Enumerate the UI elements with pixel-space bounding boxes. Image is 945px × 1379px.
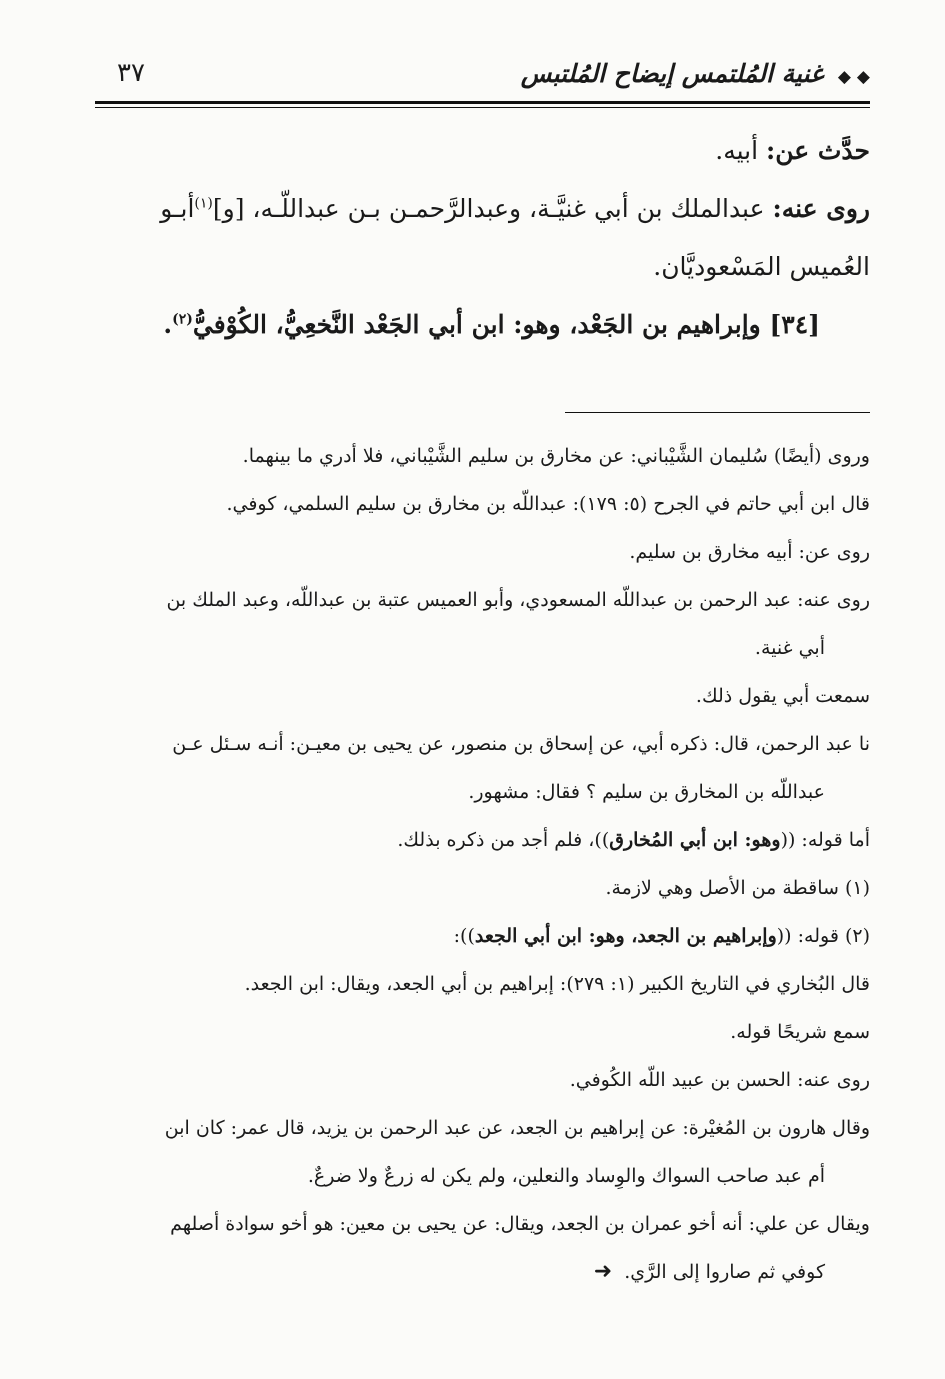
running-title-text: غنية المُلتمس إيضاح المُلتبس <box>520 58 824 88</box>
note-line <box>95 1248 870 1296</box>
note-line: نا عبد الرحمن، قال: ذكره أبي، عن إسحاق بن منصور، عن يحيى بن معيـن: أنـه سـئل عـن <box>172 733 870 755</box>
entry-34-text: [٣٤] وإبراهيم بن الجَعْد، وهو: ابن أبي الجَعْد النَّخعِيُّ، الكُوْفيُّ <box>192 310 820 339</box>
note-line: روى عنه: عبد الرحمن بن عبداللّه المسعودي، وأبو العميس عتبة بن عبداللّه، وعبد الملك بن <box>166 589 870 611</box>
narrated-from-line <box>95 122 870 180</box>
footnote-1: (١) ساقطة من الأصل وهي لازمة. <box>605 877 870 899</box>
page-number: ٣٧ <box>117 58 145 88</box>
note-line: أم عبد صاحب السواك والوِساد والنعلين، ولم يكن له زرعٌ ولا ضرعٌ. <box>307 1165 825 1187</box>
footnote-separator <box>565 412 870 413</box>
note-text: )): <box>453 925 475 947</box>
narrators-line-cont <box>95 238 870 296</box>
note-text: (٢) قوله: (( <box>776 925 870 947</box>
entry-34 <box>95 296 870 354</box>
note-line: وقال هارون بن المُغيْرة: عن إبراهيم بن الجعد، عن عبد الرحمن بن يزيد، قال عمر: كان ابن <box>164 1117 870 1139</box>
note-line <box>95 816 870 864</box>
note-line: سمعت أبي يقول ذلك. <box>695 685 870 707</box>
note-line: وروى (أيضًا) سُليمان الشَّيْباني: عن مخارق بن سليم الشَّيْباني، فلا أدري ما بينهما. <box>242 445 870 467</box>
note-text: ))، فلم أجد من ذكره بذلك. <box>397 829 610 851</box>
note-line: قال ابن أبي حاتم في الجرح (٥: ١٧٩): عبداللّه بن مخارق بن سليم السلمي، كوفي. <box>226 493 870 515</box>
narrators-text-c: العُميس المَسْعوديَّان. <box>653 252 870 281</box>
footnote-ref-1: (١) <box>194 195 213 212</box>
footnotes <box>95 432 870 1296</box>
note-line: قال البُخاري في التاريخ الكبير (١: ٢٧٩): إبراهيم بن أبي الجعد، ويقال: ابن الجعد. <box>244 973 870 995</box>
note-line: روى عنه: الحسن بن عبيد اللّه الكُوفي. <box>569 1069 870 1091</box>
note-line: أبي غنية. <box>754 637 825 659</box>
diamond-ornament-icon: ◆ ◆ <box>837 66 870 87</box>
note-line: روى عن: أبيه مخارق بن سليم. <box>629 541 870 563</box>
narrators-text-a: عبدالملك بن أبي غنيَّـة، وعبدالرَّحمـن بـن عبداللّـه، [و] <box>212 194 773 223</box>
note-line: ويقال عن علي: أنه أخو عمران بن الجعد، ويقال: عن يحيى بن معين: هو أخو سوادة أصلهم <box>170 1213 870 1235</box>
running-title <box>521 59 870 88</box>
note-line: سمع شريحًا قوله. <box>730 1021 870 1043</box>
narrators-text-b: أبـو <box>160 194 195 223</box>
note-text: أما قوله: (( <box>780 829 870 851</box>
narrated-from-text: أبيه. <box>715 136 766 165</box>
main-text <box>95 122 870 354</box>
note-bold: وهو: ابن أبي المُخارق <box>609 829 781 851</box>
page-header <box>95 52 870 94</box>
narrated-from-label: حدَّث عن: <box>766 136 870 165</box>
entry-34-end: . <box>163 310 173 339</box>
footnote-2 <box>95 912 870 960</box>
continue-arrow-icon: ➜ <box>593 1259 613 1284</box>
narrators-label: روى عنه: <box>772 194 870 223</box>
note-bold: وإبراهيم بن الجعد، وهو: ابن أبي الجعد <box>474 925 777 947</box>
footnote-ref-2: (٢) <box>172 311 193 328</box>
note-line: عبداللّه بن المخارق بن سليم ؟ فقال: مشهور. <box>468 781 825 803</box>
narrators-line <box>95 180 870 238</box>
header-rule-thick <box>95 101 870 104</box>
note-text: كوفي ثم صاروا إلى الرَّي. <box>624 1261 825 1283</box>
header-rule-thin <box>95 107 870 108</box>
